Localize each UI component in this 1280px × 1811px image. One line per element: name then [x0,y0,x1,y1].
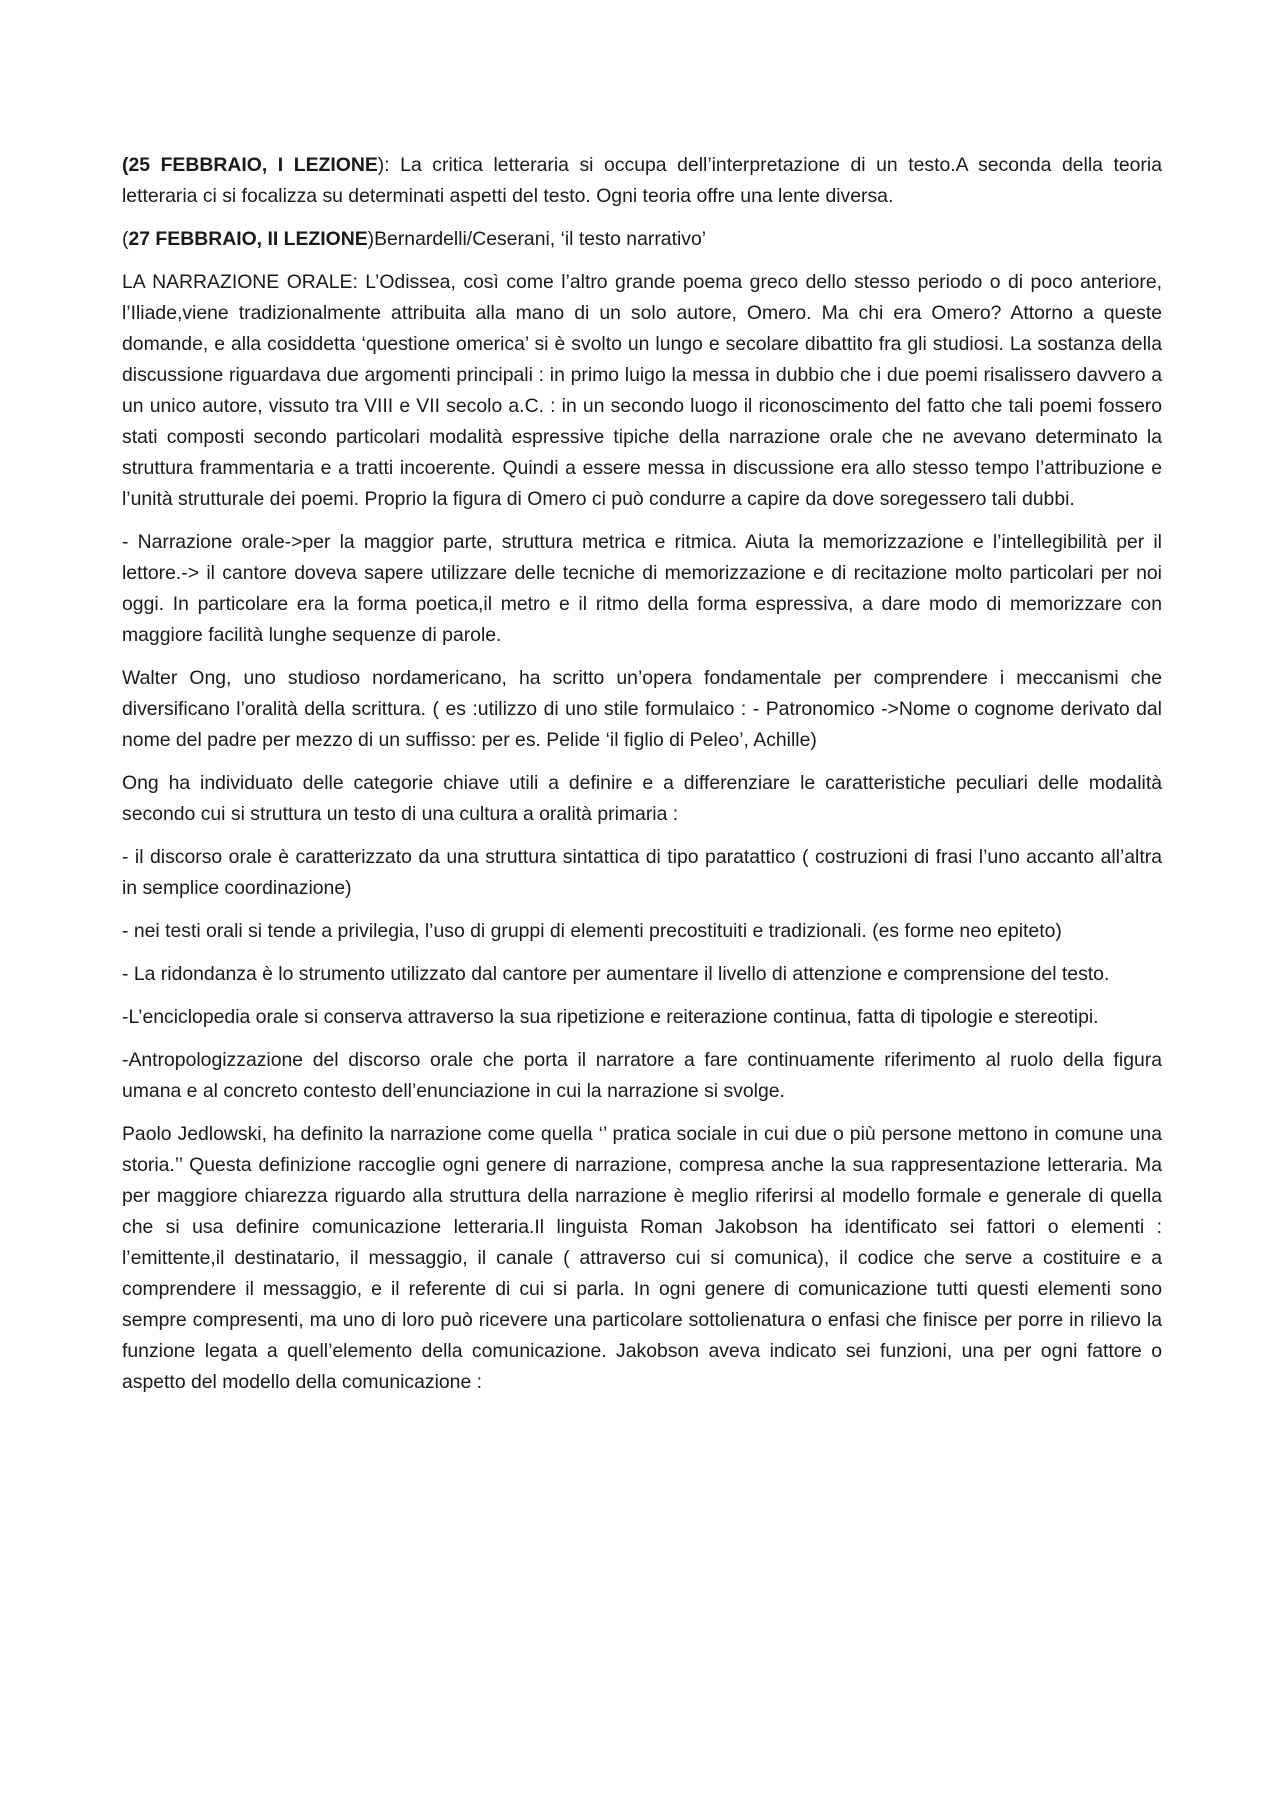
paragraph-jedlowski-jakobson: Paolo Jedlowski, ha definito la narrazione come quella ‘’ pratica sociale in cui due o più persone mettono in comune una storia.’’ Questa definizione raccoglie ogni genere di narrazione, compresa anche la sua rappresentazione letteraria. Ma per maggiore chiarezza riguardo alla struttura della narrazione è meglio riferirsi al modello formale e generale di quella che si usa definire comunicazione letteraria.Il linguista Roman Jakobson ha identificato sei fattori o elementi : l’emittente,il destinatario, il messaggio, il canale ( attraverso cui si comunica), il codice che serve a costituire e a comprendere il messaggio, e il referente di cui si parla. In ogni genere di comunicazione tutti questi elementi sono sempre compresenti, ma uno di loro può ricevere una particolare sottolienatura o enfasi che finisce per porre in rilievo la funzione legata a quell’elemento della comunicazione. Jakobson aveva indicato sei funzioni, una per ogni fattore o aspetto del modello della comunicazione : [122,1123,1162,1393]
paragraph-lecture-1 [122,150,1162,212]
list-item-ridondanza: - La ridondanza è lo strumento utilizzato dal cantore per aumentare il livello di attenzione e comprensione del testo. [122,963,1110,985]
paragraph-lecture-2 [122,224,1162,255]
list-item-antropologizzazione: -Antropologizzazione del discorso orale che porta il narratore a fare continuamente riferimento al ruolo della figura umana e al concreto contesto dell’enunciazione in cui la narrazione si svolge. [122,1049,1162,1102]
lecture-date-2: 27 FEBBRAIO, II LEZIONE [128,228,368,250]
paragraph-walter-ong: Walter Ong, uno studioso nordamericano, ha scritto un’opera fondamentale per comprendere i meccanismi che diversificano l’oralità della scrittura. ( es :utilizzo di uno stile formulaico : - Patronomico ->Nome o cognome derivato dal nome del padre per mezzo di un suffisso: per es. Pelide ‘il figlio di Peleo’, Achille) [122,667,1162,751]
lecture-2-text: )Bernardelli/Ceserani, ‘il testo narrativo’ [367,228,707,250]
paragraph-ong-categories: Ong ha individuato delle categorie chiave utili a definire e a differenziare le caratteristiche peculiari delle modalità secondo cui si struttura un testo di una cultura a oralità primaria : [122,772,1162,825]
list-item-enciclopedia-orale: -L’enciclopedia orale si conserva attraverso la sua ripetizione e reiterazione continua, fatta di tipologie e stereotipi. [122,1006,1099,1028]
list-item-elementi-precostituiti: - nei testi orali si tende a privilegia, l’uso di gruppi di elementi precostituiti e tradizionali. (es forme neo epiteto) [122,920,1062,942]
list-item-paratattico: - il discorso orale è caratterizzato da una struttura sintattica di tipo paratattico ( costruzioni di frasi l’uno accanto all’altra in semplice coordinazione) [122,846,1162,899]
paragraph-narrazione-orale-note: - Narrazione orale->per la maggior parte, struttura metrica e ritmica. Aiuta la memorizzazione e l’intellegibilità per il lettore.-> il cantore doveva sapere utilizzare delle tecniche di memorizzazione e di recitazione molto particolari per noi oggi. In particolare era la forma poetica,il metro e il ritmo della forma espressiva, a dare modo di memorizzare con maggiore facilità lunghe sequenze di parole. [122,531,1162,646]
lecture-1-text: ): La critica letteraria si occupa dell’interpretazione di un testo.A seconda della teoria letteraria ci si focalizza su determinati aspetti del testo. Ogni teoria offre una lente diversa. [122,154,1162,207]
paragraph-narrazione-orale: LA NARRAZIONE ORALE: L’Odissea, così come l’altro grande poema greco dello stesso periodo o di poco anteriore, l’Iliade,viene tradizionalmente attribuita alla mano di un solo autore, Omero. Ma chi era Omero? Attorno a queste domande, e alla cosiddetta ‘questione omerica’ si è svolto un lungo e secolare dibattito fra gli studiosi. La sostanza della discussione riguardava due argomenti principali : in primo luigo la messa in dubbio che i due poemi risalissero davvero a un unico autore, vissuto tra VIII e VII secolo a.C. : in un secondo luogo il riconoscimento del fatto che tali poemi fossero stati composti secondo particolari modalità espressive tipiche della narrazione orale che ne avevano determinato la struttura frammentaria e a tratti incoerente. Quindi a essere messa in discussione era allo stesso tempo l’attribuzione e l’unità strutturale dei poemi. Proprio la figura di Omero ci può condurre a capire da dove soregessero tali dubbi. [122,271,1162,510]
lecture-2-open: ( [122,228,129,250]
document-page [122,150,1162,1398]
lecture-date-1: (25 FEBBRAIO, I LEZIONE [122,154,378,176]
